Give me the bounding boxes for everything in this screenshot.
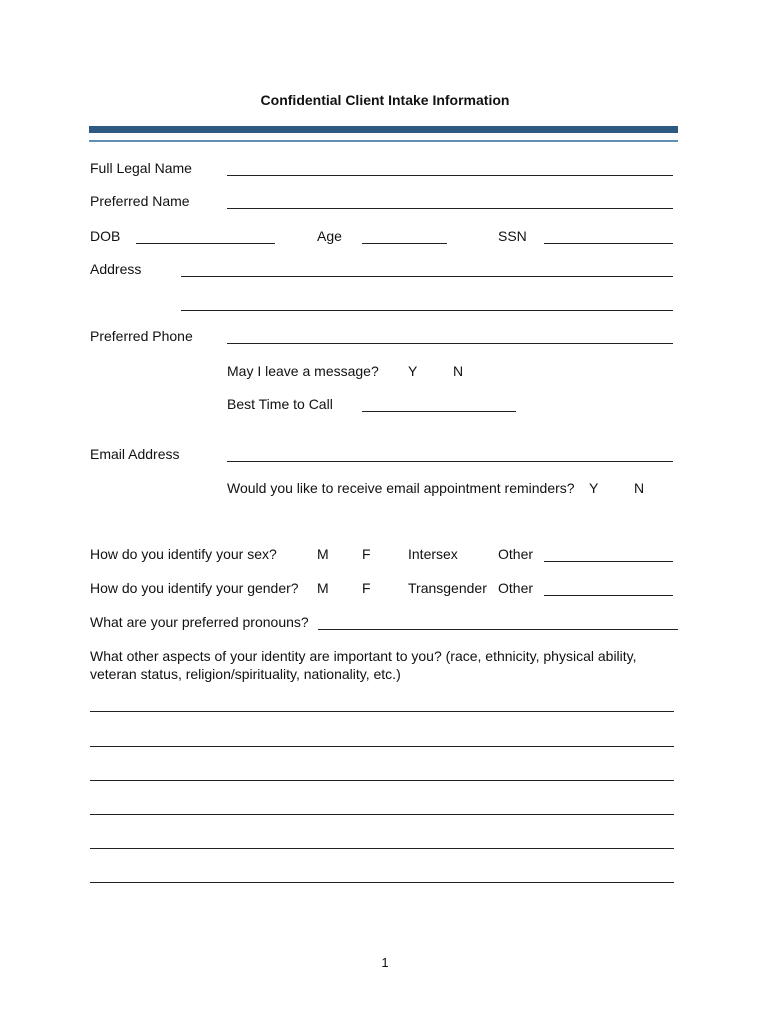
age-field[interactable] <box>362 229 447 244</box>
leave-message-label: May I leave a message? <box>227 363 379 379</box>
email-address-label: Email Address <box>90 446 180 462</box>
email-address-field[interactable] <box>227 447 673 462</box>
gender-option-transgender[interactable]: Transgender <box>408 580 487 596</box>
gender-question-label: How do you identify your gender? <box>90 580 299 596</box>
leave-message-yes[interactable]: Y <box>408 363 418 379</box>
sex-option-male[interactable]: M <box>317 546 329 562</box>
identity-answer-line-2[interactable] <box>90 732 674 747</box>
page-number: 1 <box>381 955 389 970</box>
sex-other-field[interactable] <box>544 547 673 562</box>
gender-option-other[interactable]: Other <box>498 580 534 596</box>
identity-answer-line-5[interactable] <box>90 834 674 849</box>
email-reminders-yes[interactable]: Y <box>589 480 599 496</box>
preferred-name-label: Preferred Name <box>90 193 190 209</box>
sex-option-intersex[interactable]: Intersex <box>408 546 458 562</box>
full-legal-name-field[interactable] <box>227 161 673 176</box>
gender-option-male[interactable]: M <box>317 580 329 596</box>
identity-answer-line-1[interactable] <box>90 697 674 712</box>
address-label: Address <box>90 261 142 277</box>
gender-option-female[interactable]: F <box>362 580 371 596</box>
header-rule-thin <box>89 140 678 142</box>
preferred-phone-field[interactable] <box>227 329 673 344</box>
identity-question-line-2: veteran status, religion/spirituality, nationality, etc.) <box>90 666 401 682</box>
identity-answer-line-6[interactable] <box>90 868 674 883</box>
pronouns-field[interactable] <box>318 615 678 630</box>
gender-other-field[interactable] <box>544 581 673 596</box>
leave-message-no[interactable]: N <box>453 363 464 379</box>
sex-option-other[interactable]: Other <box>498 546 534 562</box>
age-label: Age <box>317 228 342 244</box>
dob-label: DOB <box>90 228 121 244</box>
email-reminders-label: Would you like to receive email appointment reminders? <box>227 480 575 496</box>
page-title: Confidential Client Intake Information <box>260 92 510 108</box>
dob-field[interactable] <box>136 229 275 244</box>
full-legal-name-label: Full Legal Name <box>90 160 192 176</box>
pronouns-question-label: What are your preferred pronouns? <box>90 614 309 630</box>
sex-question-label: How do you identify your sex? <box>90 546 277 562</box>
preferred-phone-label: Preferred Phone <box>90 328 193 344</box>
address-field-line-1[interactable] <box>181 262 673 277</box>
identity-answer-line-4[interactable] <box>90 800 674 815</box>
ssn-field[interactable] <box>544 229 673 244</box>
ssn-label: SSN <box>498 228 527 244</box>
header-rule-thick <box>89 126 678 133</box>
sex-option-female[interactable]: F <box>362 546 371 562</box>
email-reminders-no[interactable]: N <box>634 480 645 496</box>
address-field-line-2[interactable] <box>181 296 673 311</box>
identity-answer-line-3[interactable] <box>90 766 674 781</box>
identity-question-line-1: What other aspects of your identity are important to you? (race, ethnicity, physical ability, <box>90 648 637 664</box>
preferred-name-field[interactable] <box>227 194 673 209</box>
best-time-field[interactable] <box>362 397 516 412</box>
best-time-label: Best Time to Call <box>227 396 333 412</box>
